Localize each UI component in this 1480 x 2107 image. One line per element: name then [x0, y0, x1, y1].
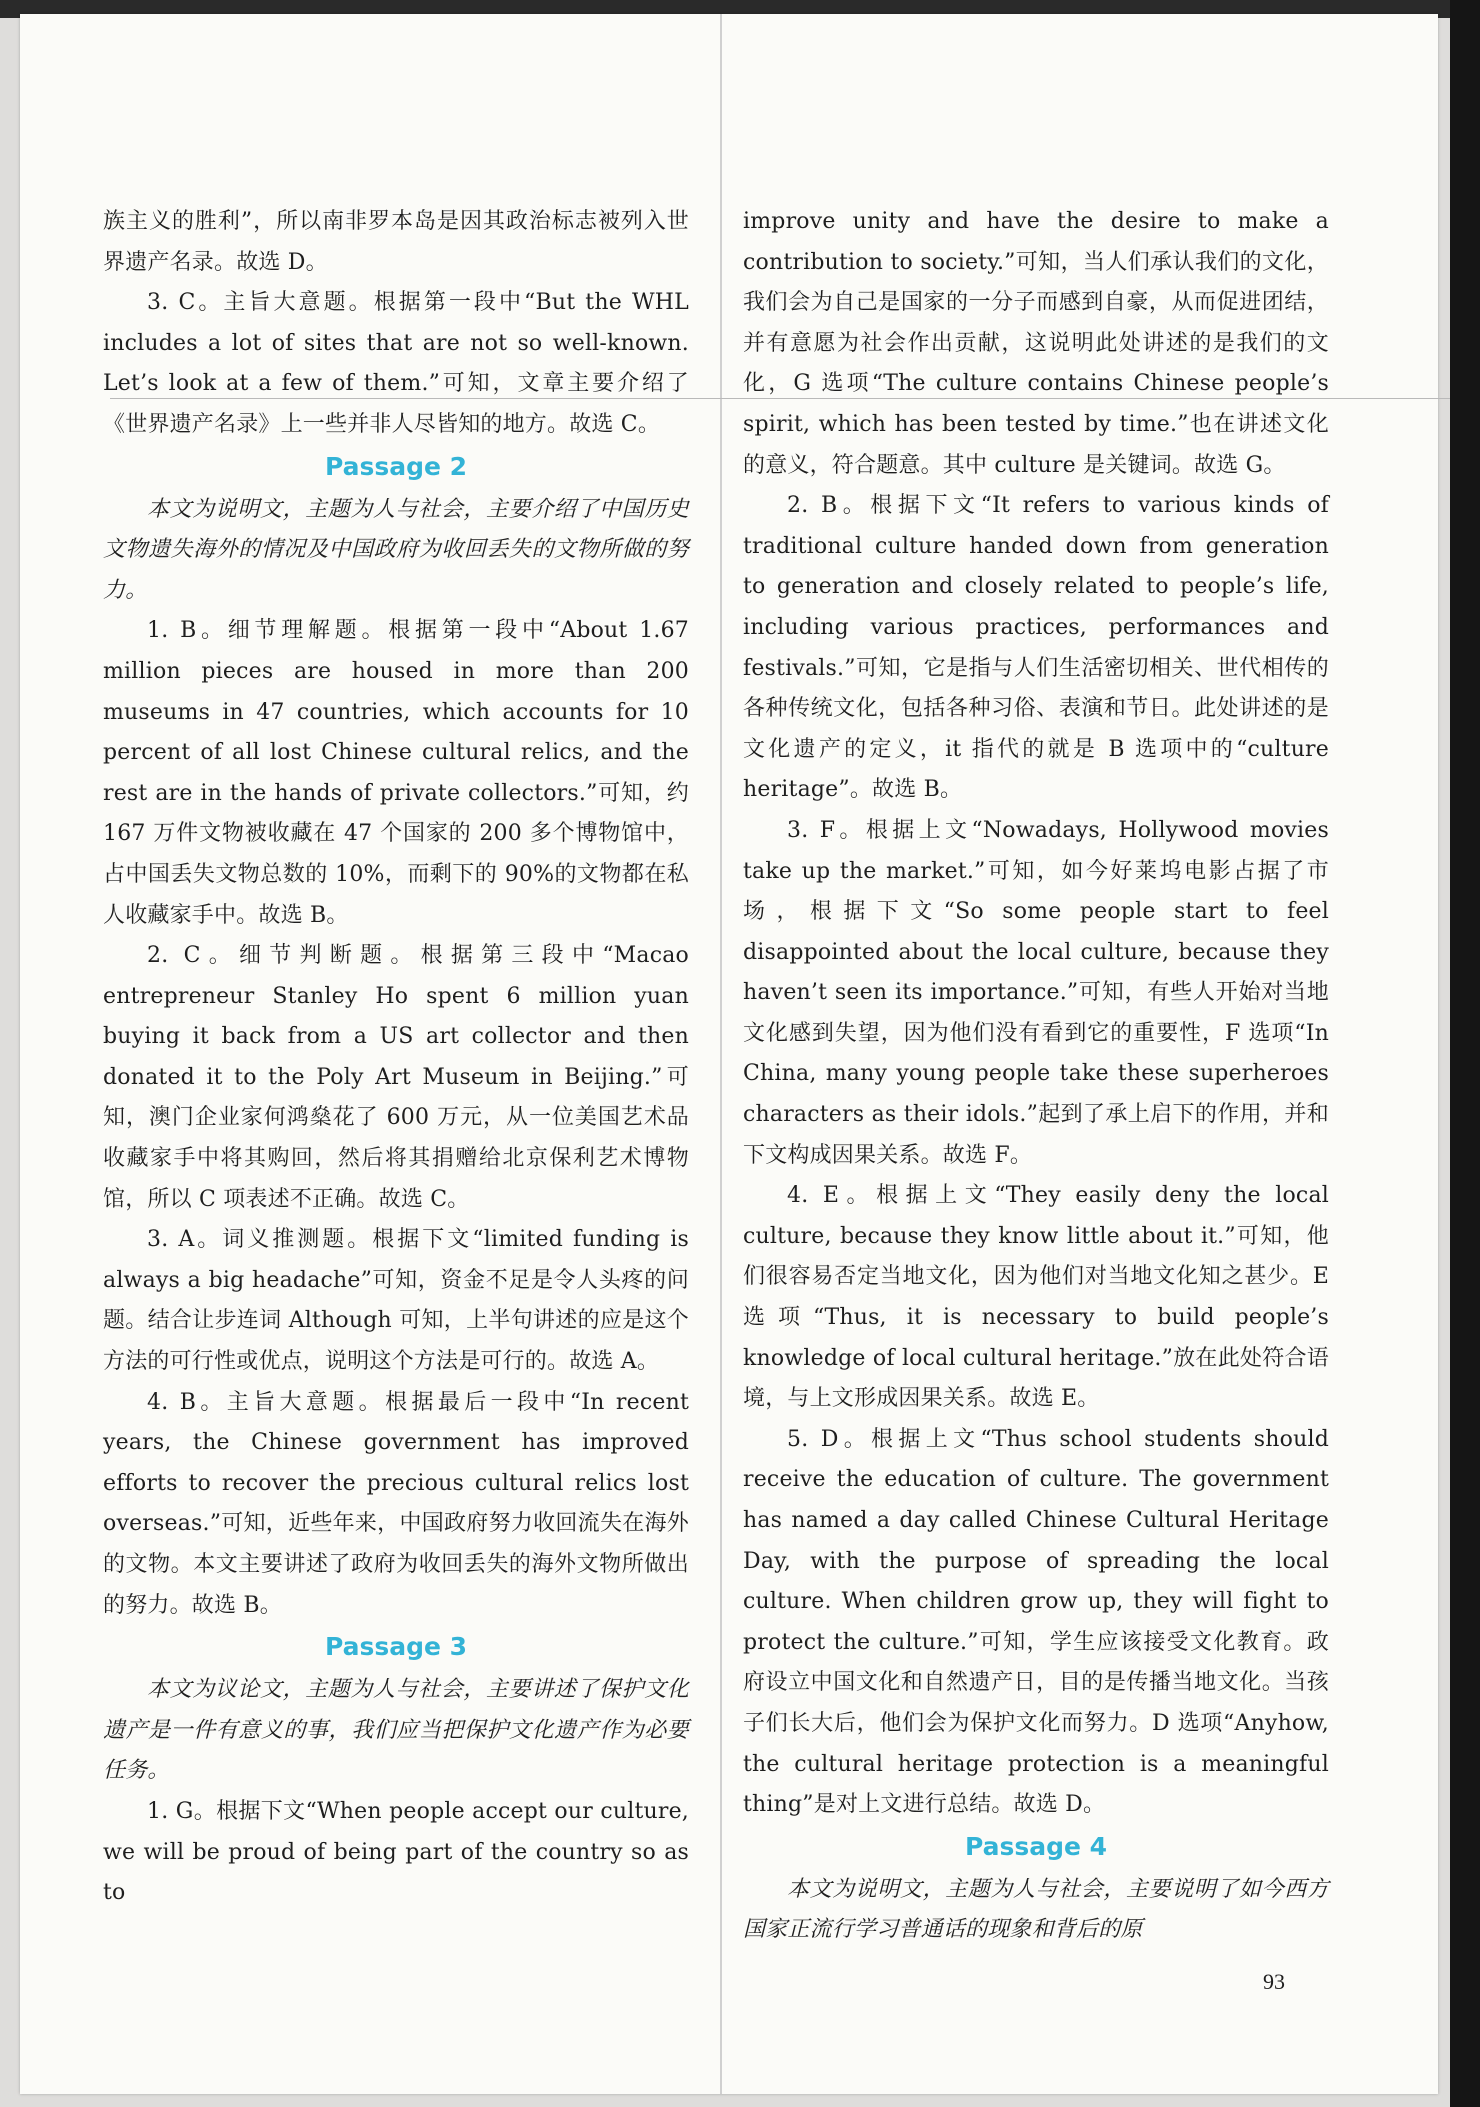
answer-1-g: 1. G。根据下文“When people accept our culture, we will be proud of being part of the country so as to [103, 1798, 689, 1906]
answer-4-b: 4. B。主旨大意题。根据最后一段中“In recent years, the Chinese government has improved efforts to recover the precious cultural relics lost overseas.”可知，近些年来，中国政府努力收回流失在海外的文物。本文主要讲述了政府为收回丢失的海外文物所做出的努力。故选 B。 [103, 1389, 689, 1618]
answer-3-c: 3. C。主旨大意题。根据第一段中“But the WHL includes a lot of sites that are not so well-known. Let’s look at a few of them.”可知，文章主要介绍了《世界遗产名录》上一些并非人尽皆知的地方。故选 C。 [103, 290, 689, 437]
paragraph: 族主义的胜利”，所以南非罗本岛是因其政治标志被列入世界遗产名录。故选 D。 [103, 209, 689, 275]
paragraph: improve unity and have the desire to make a contribution to society.”可知，当人们承认我们的文化，我们会为自己是国家的一分子而感到自豪，从而促进团结，并有意愿为社会作出贡献，这说明此处讲述的是我们的文化，G 选项“The culture contains Chinese people’s spirit, which has been tested by time.”也在讲述文化的意义，符合题意。其中 culture 是关键词。故选 G。 [743, 209, 1329, 478]
answer-2-b: 2. B。根据下文“It refers to various kinds of traditional culture handed down from generation to generation and closely related to people’s life, including various practices, performances and festivals.”可知，它是指与人们生活密切相关、世代相传的各种传统文化，包括各种习俗、表演和节日。此处讲述的是文化遗产的定义，it 指代的就是 B 选项中的“culture heritage”。故选 B。 [743, 493, 1329, 803]
answer-3-f: 3. F。根据上文“Nowadays, Hollywood movies take up the market.”可知，如今好莱坞电影占据了市场，根据下文“So some people start to feel disappointed about the local culture, because they haven’t seen its importance.”可知，有些人开始对当地文化感到失望，因为他们没有看到它的重要性，F 选项“In China, many young people take these superheroes characters as their idols.”起到了承上启下的作用，并和下文构成因果关系。故选 F。 [743, 817, 1329, 1168]
answer-2-c: 2. C。细节判断题。根据第三段中“Macao entrepreneur Stanley Ho spent 6 million yuan buying it back from a US art collector and then donated it to the Poly Art Museum in Beijing.”可知，澳门企业家何鸿燊花了 600 万元，从一位美国艺术品收藏家手中将其购回，然后将其捐赠给北京保利艺术博物馆，所以 C 项表述不正确。故选 C。 [103, 943, 689, 1212]
answer-4-e: 4. E。根据上文“They easily deny the local culture, because they know little about it.”可知，他们很容易否定当地文化，因为他们对当地文化知之甚少。E 选项“Thus, it is necessary to build people’s knowledge of local cultural heritage.”放在此处符合语境，与上文形成因果关系。故选 E。 [743, 1183, 1329, 1412]
answer-3-a: 3. A。词义推测题。根据下文“limited funding is always a big headache”可知，资金不足是令人头疼的问题。结合让步连词 Although 可知，上半句讲述的应是这个方法的可行性或优点，说明这个方法是可行的。故选 A。 [103, 1227, 689, 1375]
right-column [743, 202, 1329, 1951]
passage-3-heading: Passage 3 [324, 1632, 468, 1662]
passage-2-heading: Passage 2 [324, 451, 468, 481]
answer-5-d: 5. D。根据上文“Thus school students should receive the education of culture. The government has named a day called Chinese Cultural Heritage Day, with the purpose of spreading the local culture. When children grow up, they will fight to protect the culture.”可知，学生应该接受文化教育。政府设立中国文化和自然遗产日，目的是传播当地文化。当孩子们长大后，他们会为保护文化而努力。D 选项“Anyhow, the cultural heritage protection is a meaningful thing”是对上文进行总结。故选 D。 [743, 1426, 1329, 1818]
answer-1-b: 1. B。细节理解题。根据第一段中“About 1.67 million pieces are housed in more than 200 museums in 47 countries, which accounts for 10 percent of all lost Chinese cultural relics, and the rest are in the hands of private collectors.”可知，约 167 万件文物被收藏在 47 个国家的 200 多个博物馆中，占中国丢失文物总数的 10%，而剩下的 90%的文物都在私人收藏家手中。故选 B。 [103, 618, 689, 928]
book-page [20, 14, 1438, 2094]
passage-4-heading: Passage 4 [964, 1831, 1108, 1861]
passage-2-summary: 本文为说明文，主题为人与社会，主要介绍了中国历史文物遗失海外的情况及中国政府为收回丢失的文物所做的努力。 [103, 496, 689, 603]
column-divider [720, 14, 722, 2094]
scan-right-edge [1450, 0, 1480, 2107]
passage-3-summary: 本文为议论文，主题为人与社会，主要讲述了保护文化遗产是一件有意义的事，我们应当把保护文化遗产作为必要任务。 [103, 1677, 689, 1784]
passage-4-summary: 本文为说明文，主题为人与社会，主要说明了如今西方国家正流行学习普通话的现象和背后的原 [743, 1876, 1329, 1943]
page-number: 93 [1263, 1969, 1285, 1994]
left-column [103, 202, 689, 1914]
